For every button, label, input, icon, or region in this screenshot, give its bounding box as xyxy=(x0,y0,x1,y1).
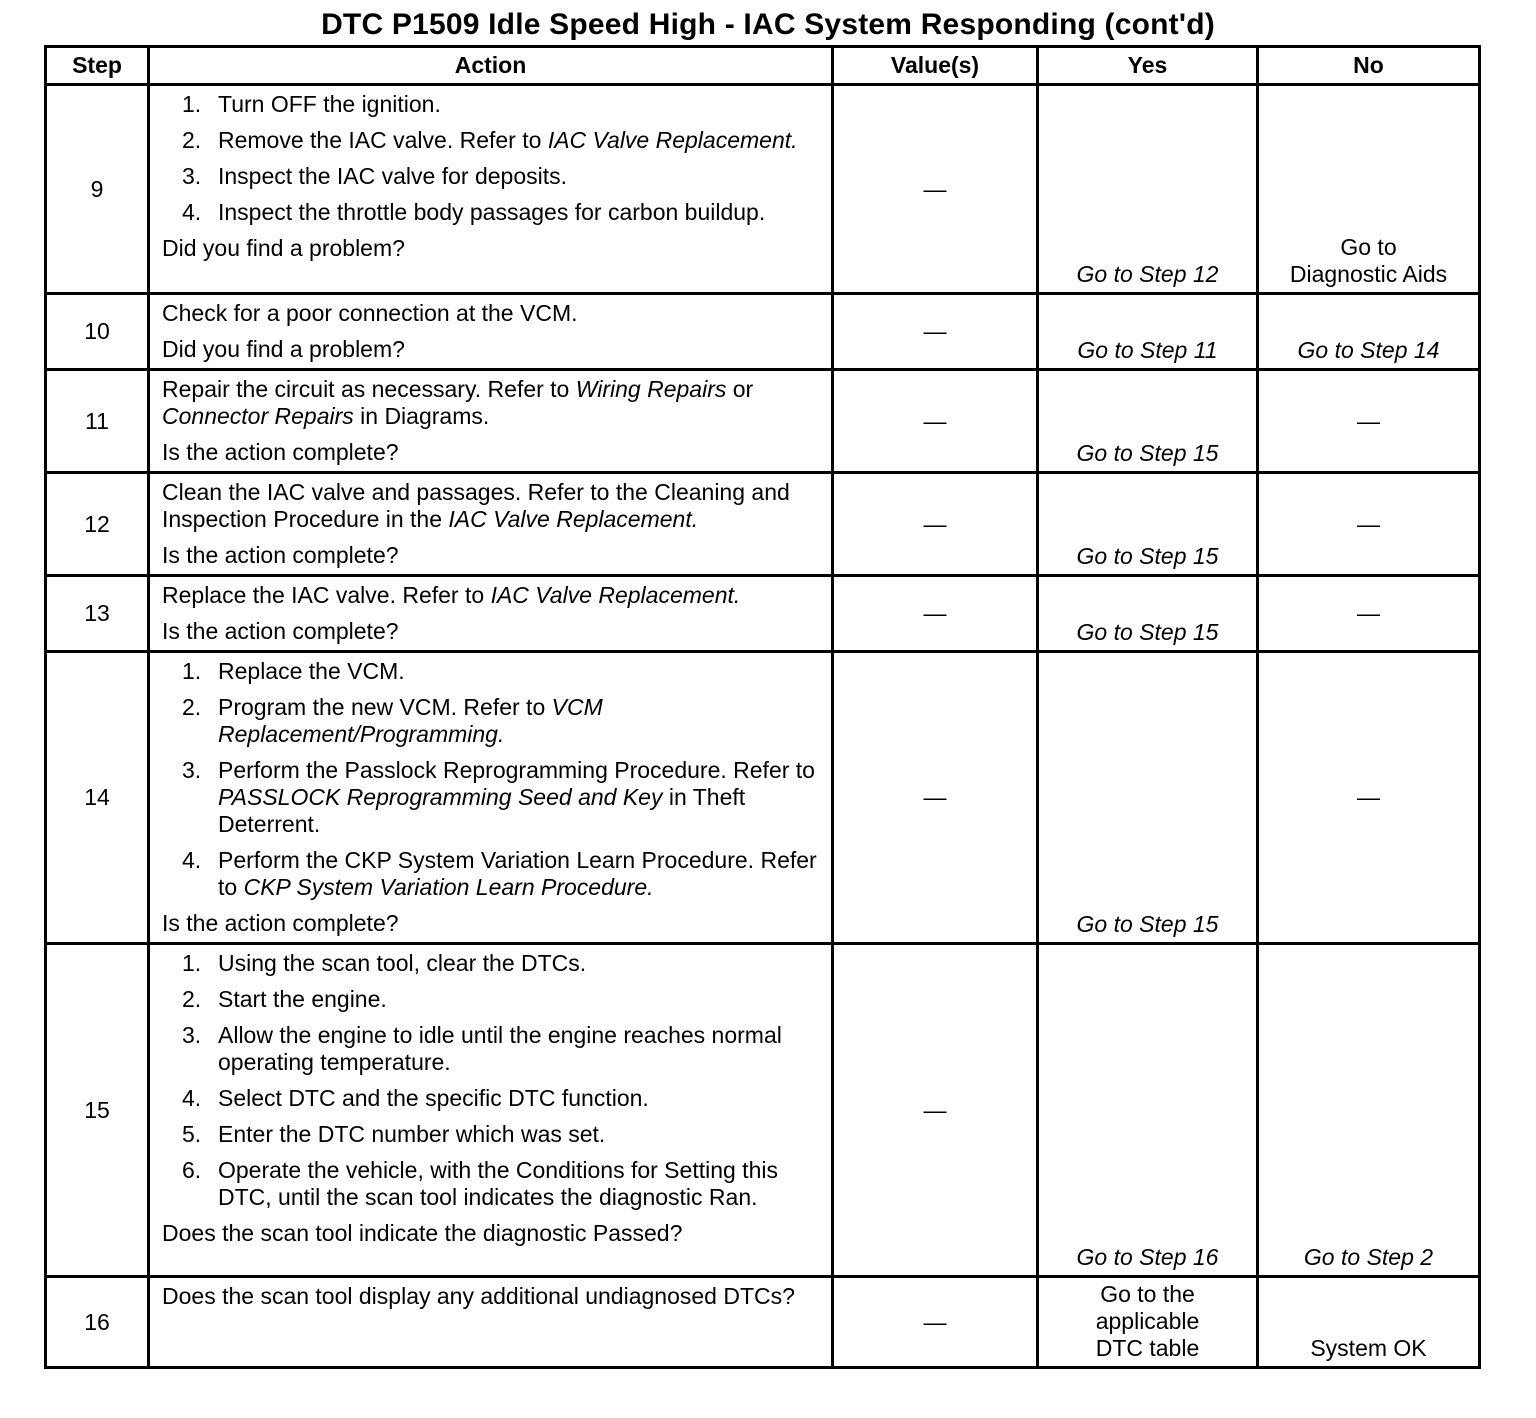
list-item xyxy=(162,163,821,190)
no-cell xyxy=(1258,473,1480,576)
table-row xyxy=(46,85,1480,294)
item-text: in Theft Deterrent. xyxy=(218,784,746,837)
action-text xyxy=(162,582,821,609)
list-item xyxy=(162,199,821,226)
yes-cell xyxy=(1038,370,1258,473)
list-item xyxy=(162,1085,821,1112)
no-cell xyxy=(1258,576,1480,652)
action-list xyxy=(162,658,821,901)
no-action: Go to Step 14 xyxy=(1297,337,1440,363)
item-text: Perform the CKP System Variation Learn Procedure. Refer to xyxy=(218,847,817,900)
reference-link-text: CKP System Variation Learn Procedure. xyxy=(243,874,654,900)
value-cell xyxy=(833,370,1038,473)
list-item xyxy=(162,127,821,154)
yes-action: Go to Step 15 xyxy=(1076,543,1219,569)
table-row xyxy=(46,944,1480,1277)
yes-action: Go to Step 12 xyxy=(1076,261,1219,287)
item-number: 3. xyxy=(182,163,202,189)
item-number: 2. xyxy=(182,127,202,153)
value-cell xyxy=(833,576,1038,652)
list-item xyxy=(162,694,821,748)
dash-placeholder: — xyxy=(1357,510,1380,537)
value-cell xyxy=(833,944,1038,1277)
item-number: 4. xyxy=(182,1085,202,1111)
dash-placeholder: — xyxy=(923,407,947,434)
reference-link-text: Connector Repairs xyxy=(162,403,354,429)
yes-action-line: DTC table xyxy=(1095,1335,1200,1361)
item-text: Select DTC and the specific DTC function. xyxy=(218,1085,649,1111)
reference-link-text: IAC Valve Replacement. xyxy=(490,582,741,608)
action-cell xyxy=(149,473,833,576)
header-yes: Yes xyxy=(1038,47,1258,85)
dash-placeholder: — xyxy=(1357,600,1380,626)
item-number: 4. xyxy=(182,199,202,225)
action-list xyxy=(162,950,821,1211)
table-row xyxy=(46,1277,1480,1368)
item-number: 3. xyxy=(182,757,202,783)
no-cell xyxy=(1258,652,1480,944)
step-number: 15 xyxy=(46,944,149,1277)
dash-placeholder: — xyxy=(923,600,947,626)
no-cell xyxy=(1258,294,1480,370)
page-title: DTC P1509 Idle Speed High - IAC System Responding (cont'd) xyxy=(321,8,1215,41)
yes-action-line: Go to the xyxy=(1100,1281,1195,1307)
no-action-line: Go to xyxy=(1340,234,1397,260)
header-action: Action xyxy=(149,47,833,85)
item-number: 1. xyxy=(182,950,202,976)
table-row xyxy=(46,370,1480,473)
action-text-part: Clean the IAC valve and passages. Refer to the Cleaning and Inspection Procedure in the xyxy=(162,479,790,532)
dash-placeholder: — xyxy=(923,1096,947,1123)
no-cell xyxy=(1258,85,1480,294)
yes-action: Go to Step 16 xyxy=(1076,1244,1219,1270)
reference-link-text: PASSLOCK Reprogramming Seed and Key xyxy=(218,784,663,810)
action-text xyxy=(162,376,821,430)
table-row xyxy=(46,576,1480,652)
item-number: 1. xyxy=(182,658,202,684)
list-item xyxy=(162,1121,821,1148)
dash-placeholder: — xyxy=(923,510,947,537)
item-text: Operate the vehicle, with the Conditions for Setting this DTC, until the scan tool indicates the diagnostic Ran. xyxy=(218,1157,778,1210)
yes-action: Go to Step 15 xyxy=(1076,911,1219,937)
yes-cell xyxy=(1038,1277,1258,1368)
yes-cell xyxy=(1038,576,1258,652)
table-row xyxy=(46,473,1480,576)
item-text: Replace the VCM. xyxy=(218,658,405,684)
yes-cell xyxy=(1038,652,1258,944)
dash-placeholder: — xyxy=(923,175,947,202)
action-text-part: Replace the IAC valve. Refer to xyxy=(162,582,491,608)
action-cell xyxy=(149,370,833,473)
item-text: Remove the IAC valve. Refer to xyxy=(218,127,548,153)
item-number: 2. xyxy=(182,694,202,720)
item-number: 1. xyxy=(182,91,202,117)
value-cell xyxy=(833,473,1038,576)
step-number: 13 xyxy=(46,576,149,652)
dash-placeholder: — xyxy=(923,1308,947,1335)
item-number: 4. xyxy=(182,847,202,873)
reference-link-text: VCM Replacement/Programming. xyxy=(218,694,603,747)
item-number: 2. xyxy=(182,986,202,1012)
list-item xyxy=(162,91,821,118)
header-step: Step xyxy=(46,47,149,85)
action-cell xyxy=(149,944,833,1277)
step-number: 10 xyxy=(46,294,149,370)
step-number: 12 xyxy=(46,473,149,576)
item-text: Turn OFF the ignition. xyxy=(218,91,441,117)
item-text: Using the scan tool, clear the DTCs. xyxy=(218,950,587,976)
yes-action: Go to Step 15 xyxy=(1076,440,1219,466)
no-cell xyxy=(1258,944,1480,1277)
value-cell xyxy=(833,85,1038,294)
item-text: Allow the engine to idle until the engine reaches normal operating temperature. xyxy=(218,1022,782,1075)
value-cell xyxy=(833,652,1038,944)
question-text: Is the action complete? xyxy=(162,542,399,568)
action-text-part: in Diagrams. xyxy=(353,403,490,429)
yes-cell xyxy=(1038,944,1258,1277)
yes-action: Go to Step 11 xyxy=(1077,337,1218,363)
list-item xyxy=(162,950,821,977)
question-text: Did you find a problem? xyxy=(162,235,405,261)
question-text: Is the action complete? xyxy=(162,439,399,465)
reference-link-text: IAC Valve Replacement. xyxy=(547,127,798,153)
yes-action-line: applicable xyxy=(1095,1308,1200,1334)
action-cell xyxy=(149,85,833,294)
action-list xyxy=(162,91,821,226)
yes-cell xyxy=(1038,85,1258,294)
question-text: Does the scan tool indicate the diagnostic Passed? xyxy=(162,1220,683,1246)
dash-placeholder: — xyxy=(923,318,947,344)
item-number: 3. xyxy=(182,1022,202,1048)
action-cell xyxy=(149,1277,833,1368)
header-values: Value(s) xyxy=(833,47,1038,85)
table-row xyxy=(46,294,1480,370)
action-cell xyxy=(149,652,833,944)
table-row xyxy=(46,652,1480,944)
item-text: Perform the Passlock Reprogramming Procedure. Refer to xyxy=(218,757,815,783)
action-text-part: or xyxy=(726,376,754,402)
table-header-row xyxy=(46,47,1480,85)
item-text: Enter the DTC number which was set. xyxy=(218,1121,606,1147)
action-cell xyxy=(149,294,833,370)
reference-link-text: Wiring Repairs xyxy=(575,376,727,402)
list-item xyxy=(162,658,821,685)
item-text: Inspect the IAC valve for deposits. xyxy=(218,163,568,189)
item-number: 5. xyxy=(182,1121,202,1147)
list-item xyxy=(162,757,821,838)
value-cell xyxy=(833,294,1038,370)
reference-link-text: IAC Valve Replacement. xyxy=(448,506,699,532)
yes-cell xyxy=(1038,294,1258,370)
action-text xyxy=(162,479,821,533)
list-item xyxy=(162,986,821,1013)
yes-action: Go to Step 15 xyxy=(1076,619,1219,645)
no-action-line: Diagnostic Aids xyxy=(1289,261,1448,287)
action-cell xyxy=(149,576,833,652)
question-text: Is the action complete? xyxy=(162,910,399,936)
item-text: Inspect the throttle body passages for carbon buildup. xyxy=(218,199,766,225)
action-text: Check for a poor connection at the VCM. xyxy=(162,300,578,326)
item-number: 6. xyxy=(182,1157,202,1183)
step-number: 11 xyxy=(46,370,149,473)
no-cell xyxy=(1258,370,1480,473)
list-item xyxy=(162,847,821,901)
no-action: Go to Step 2 xyxy=(1303,1244,1434,1270)
item-text: Program the new VCM. Refer to xyxy=(218,694,552,720)
question-text: Does the scan tool display any additional undiagnosed DTCs? xyxy=(162,1283,795,1309)
no-cell xyxy=(1258,1277,1480,1368)
step-number: 16 xyxy=(46,1277,149,1368)
list-item xyxy=(162,1022,821,1076)
value-cell xyxy=(833,1277,1038,1368)
diagnostic-table xyxy=(44,45,1481,1369)
header-no: No xyxy=(1258,47,1480,85)
no-action: System OK xyxy=(1310,1335,1427,1361)
dash-placeholder: — xyxy=(923,784,947,810)
yes-cell xyxy=(1038,473,1258,576)
action-text-part: Repair the circuit as necessary. Refer to xyxy=(162,376,576,402)
step-number: 9 xyxy=(46,85,149,294)
list-item xyxy=(162,1157,821,1211)
question-text: Is the action complete? xyxy=(162,618,399,644)
dash-placeholder: — xyxy=(1357,784,1380,810)
item-text: Start the engine. xyxy=(218,986,387,1012)
dash-placeholder: — xyxy=(1357,407,1380,434)
question-text: Did you find a problem? xyxy=(162,336,405,362)
step-number: 14 xyxy=(46,652,149,944)
